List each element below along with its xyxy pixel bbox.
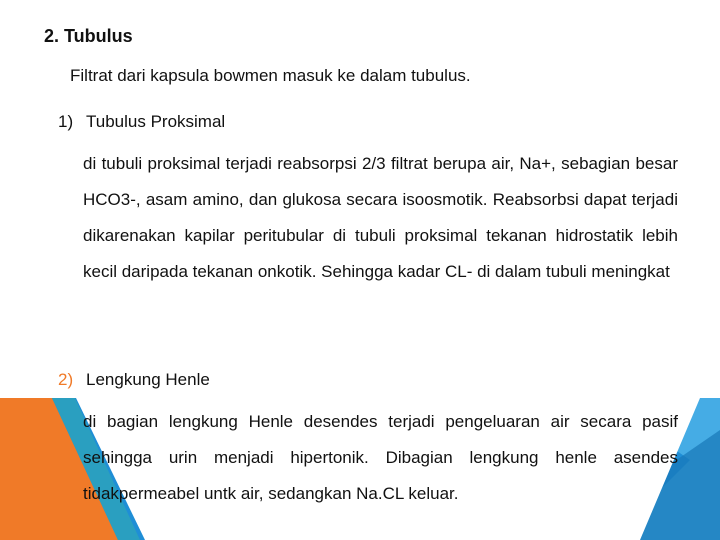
- intro-text: Filtrat dari kapsula bowmen masuk ke dalam tubulus.: [70, 66, 471, 85]
- slide-heading: 2. Tubulus: [44, 26, 133, 46]
- section-2-body: di bagian lengkung Henle desendes terjadi pengeluaran air secara pasif sehingga urin menjadi hipertonik. Dibagian lengkung henle asendes tidakpermeabel untk air, sedangkan Na.CL keluar.: [83, 412, 678, 503]
- section-1-body: di tubuli proksimal terjadi reabsorpsi 2/3 filtrat berupa air, Na+, sebagian besar HCO3-, asam amino, dan glukosa secara isoosmotik. Reabsorbsi dapat terjadi dikarenakan kapilar peritubular di tubuli proksimal tekanan hidrostatik lebih kecil daripada tekanan onkotik. Sehingga kadar CL- di dalam tubuli meningkat: [83, 154, 678, 281]
- section-2-number: 2): [58, 370, 74, 389]
- section-1-label: Tubulus Proksimal: [86, 112, 226, 131]
- section-1-number: 1): [58, 112, 74, 131]
- section-2-label: Lengkung Henle: [86, 370, 210, 389]
- section-1-title: [58, 112, 225, 132]
- section-2-title: [58, 370, 210, 390]
